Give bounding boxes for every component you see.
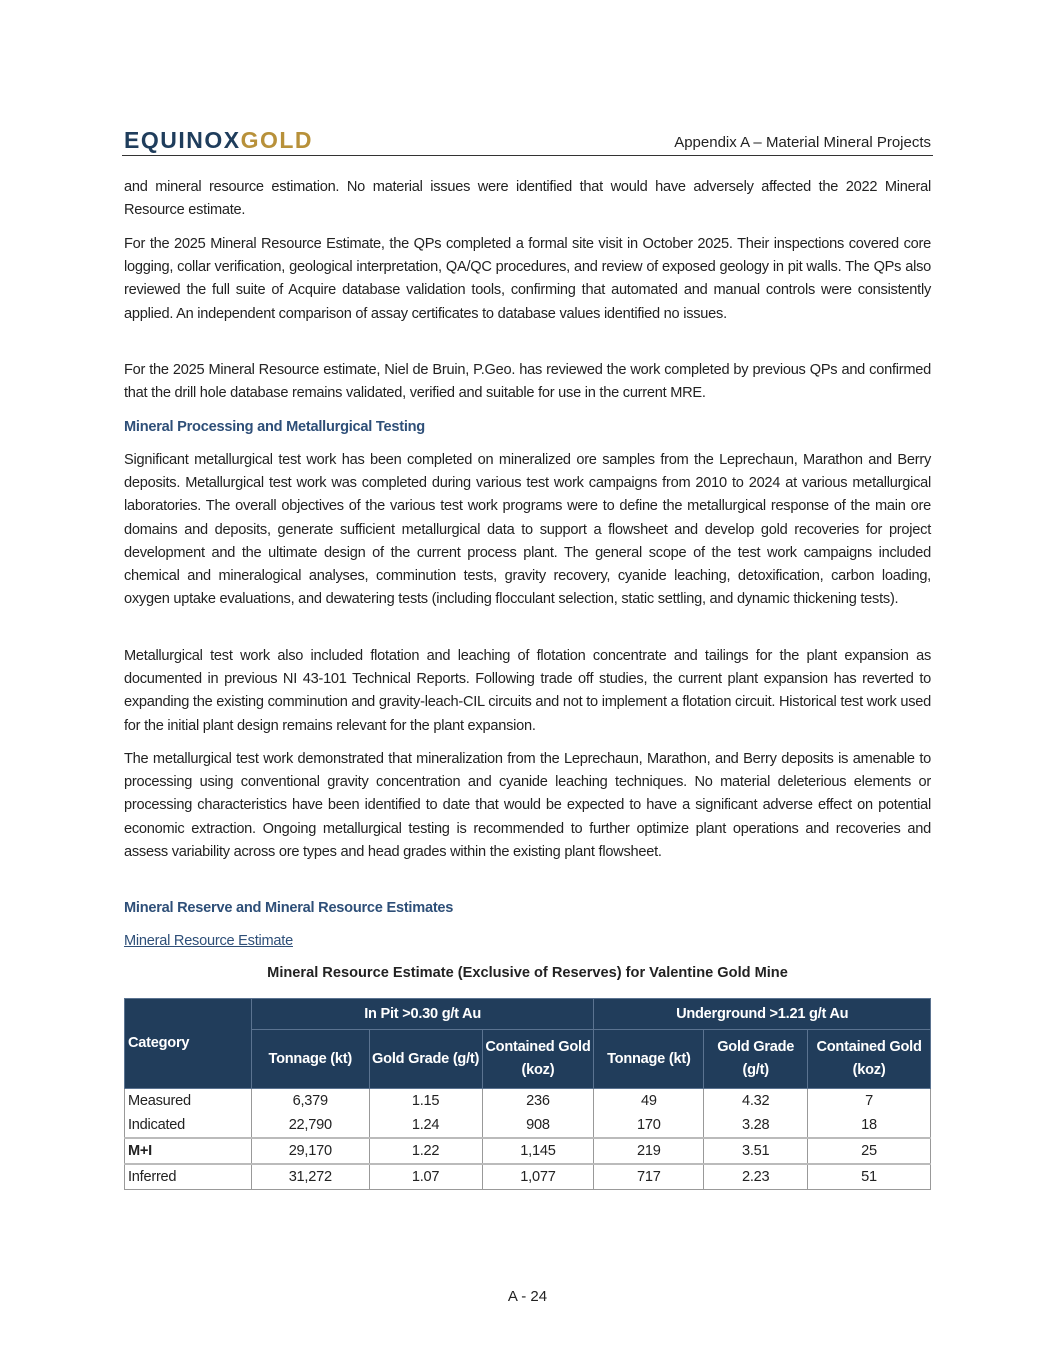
header-category: Category <box>125 999 252 1089</box>
column-header: Contained Gold (koz) <box>808 1030 931 1089</box>
header-title: Appendix A – Material Mineral Projects <box>674 134 931 151</box>
paragraph: For the 2025 Mineral Resource estimate, Niel de Bruin, P.Geo. has reviewed the work completed by previous QPs and confirmed that the drill hole database remains validated, verified and suitable for use in the current MRE. <box>124 362 931 402</box>
cell: 1.15 <box>369 1089 482 1114</box>
cell: 908 <box>482 1113 594 1138</box>
logo-text: OX <box>204 127 241 153</box>
cell: 1.07 <box>369 1164 482 1190</box>
cell: 4.32 <box>704 1089 808 1114</box>
table-row <box>125 1089 931 1114</box>
resource-table <box>124 998 931 1190</box>
header-group-in-pit: In Pit >0.30 g/t Au <box>251 999 594 1030</box>
table-row <box>125 1138 931 1164</box>
cell: 717 <box>594 1164 704 1190</box>
page-number: A - 24 <box>507 1288 548 1305</box>
paragraph: The metallurgical test work demonstrated that mineralization from the Leprechaun, Marathon, and Berry deposits is amenable to processing using conventional gravity concentration and cyanide leaching techniques. No material deleterious elements or processing characteristics have been identified to date that would be expected to have a significant adverse effect on potential economic extraction. Ongoing metallurgical testing is recommended to further optimize plant operations and recoveries and assess variability across ore types and head grades within the existing plant flowsheet. <box>124 751 931 860</box>
paragraph: For the 2025 Mineral Resource Estimate, the QPs completed a formal site visit in October 2025. Their inspections covered core logging, collar verification, geological interpretation, QA/QC procedures, and review of exposed geology in pit walls. The QPs also reviewed the full suite of Acquire database validation tools, confirming that automated and manual controls were consistently applied. An independent comparison of assay certificates to database values identified no issues. <box>124 236 931 322</box>
table-row <box>125 1113 931 1138</box>
column-header: Contained Gold (koz) <box>482 1030 594 1089</box>
header-divider <box>122 155 933 156</box>
cell: 1.24 <box>369 1113 482 1138</box>
cell: 18 <box>808 1113 931 1138</box>
cell: M+I <box>125 1138 252 1164</box>
column-header: Tonnage (kt) <box>594 1030 704 1089</box>
cell: 6,379 <box>251 1089 369 1114</box>
cell: 1.22 <box>369 1138 482 1164</box>
cell: 170 <box>594 1113 704 1138</box>
cell: 219 <box>594 1138 704 1164</box>
cell: 22,790 <box>251 1113 369 1138</box>
cell: 29,170 <box>251 1138 369 1164</box>
paragraph: Metallurgical test work also included flotation and leaching of flotation concentrate and tailings for the plant expansion as documented in previous NI 43-101 Technical Reports. Following trade off studies, the current plant expansion has reverted to expanding the existing comminution and gravity-leach-CIL circuits and not to implement a flotation circuit. Historical test work used for the initial plant design remains relevant for the plant expansion. <box>124 648 931 734</box>
resource-estimate-link[interactable]: Mineral Resource Estimate <box>124 933 293 949</box>
table-caption: Mineral Resource Estimate (Exclusive of Reserves) for Valentine Gold Mine <box>267 965 788 981</box>
column-header: Tonnage (kt) <box>251 1030 369 1089</box>
header-group-underground: Underground >1.21 g/t Au <box>594 999 931 1030</box>
logo-text: GOLD <box>240 127 314 153</box>
cell: 1,145 <box>482 1138 594 1164</box>
cell: 51 <box>808 1164 931 1190</box>
cell: 3.51 <box>704 1138 808 1164</box>
cell: 25 <box>808 1138 931 1164</box>
logo-text: EQUIN <box>124 127 205 153</box>
cell: 3.28 <box>704 1113 808 1138</box>
column-header: Gold Grade (g/t) <box>369 1030 482 1089</box>
equinox-gold-logo <box>124 127 313 154</box>
cell: 1,077 <box>482 1164 594 1190</box>
table-row <box>125 1164 931 1190</box>
cell: Indicated <box>125 1113 252 1138</box>
cell: 49 <box>594 1089 704 1114</box>
section-heading: Mineral Reserve and Mineral Resource Estimates <box>124 900 454 916</box>
paragraph: Significant metallurgical test work has been completed on mineralized ore samples from the Leprechaun, Marathon and Berry deposits. Metallurgical test work was completed during various test work campaigns from 2010 to 2024 at various metallurgical laboratories. The overall objectives of the various test work programs were to define the metallurgical response of the main ore domains and deposits, generate sufficient metallurgical data to support a flowsheet and develop gold recoveries for project development and the ultimate design of the current process plant. The general scope of the test work campaigns included chemical and mineralogical analyses, comminution tests, gravity recovery, cyanide leaching, detoxification, carbon loading, oxygen uptake evaluations, and dewatering tests (including flocculant selection, static settling, and dynamic thickening tests). <box>124 452 931 608</box>
cell: 236 <box>482 1089 594 1114</box>
paragraph: and mineral resource estimation. No material issues were identified that would have adversely affected the 2022 Mineral Resource estimate. <box>124 179 931 219</box>
cell: 31,272 <box>251 1164 369 1190</box>
cell: Measured <box>125 1089 252 1114</box>
cell: 7 <box>808 1089 931 1114</box>
section-heading: Mineral Processing and Metallurgical Testing <box>124 419 425 435</box>
cell: Inferred <box>125 1164 252 1190</box>
column-header: Gold Grade (g/t) <box>704 1030 808 1089</box>
cell: 2.23 <box>704 1164 808 1190</box>
